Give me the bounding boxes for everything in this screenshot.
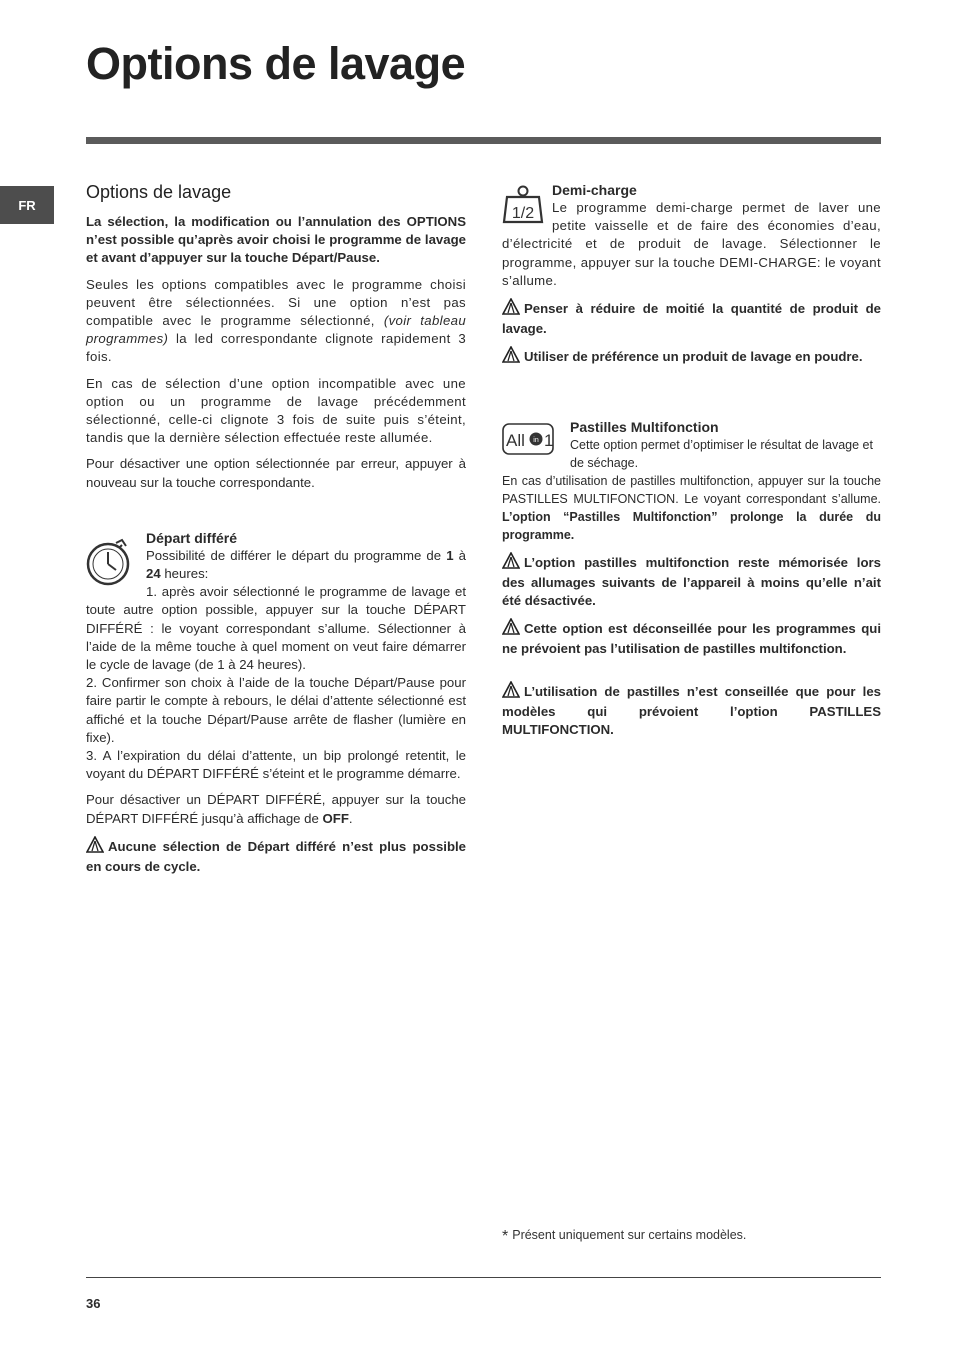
multi-tabs-title: Pastilles Multifonction bbox=[570, 418, 719, 435]
footnote-star: * bbox=[502, 1228, 509, 1245]
delay-max-hours: 24 bbox=[146, 566, 161, 582]
paragraph-deactivate: Pour désactiver une option sélectionnée par erreur, appuyer à nouveau sur la touche correspondante. bbox=[86, 456, 466, 490]
multi-tabs-warning-2 bbox=[502, 618, 881, 658]
delay-deactivate-end: . bbox=[348, 810, 353, 826]
section-heading: Options de lavage bbox=[86, 182, 232, 202]
all-in-one-icon bbox=[502, 423, 554, 460]
delay-warning bbox=[86, 836, 466, 876]
left-column bbox=[86, 182, 466, 884]
half-load-title: Demi-charge bbox=[552, 182, 637, 198]
delay-step-2: 2. Confirmer son choix à l’aide de la touche Départ/Pause pour faire partir le compte à rebours, le délai d’attente sélectionné est affiché et la touche Départ/Pause arrête de flasher (lumière en fixe). bbox=[86, 675, 466, 745]
multi-tabs-section bbox=[502, 419, 881, 740]
intro-bold: La sélection, la modification ou l’annulation des OPTIONS n’est possible qu’après avoir choisi le programme de lavage et avant d’appuyer sur la touche Départ/Pause. bbox=[86, 214, 466, 266]
delay-step-3: 3. A l’expiration du délai d’attente, un bip prolongé retentit, le voyant du DÉPART DIFFÉRÉ s’éteint et le programme démarre. bbox=[86, 748, 466, 782]
page-number: 36 bbox=[86, 1296, 101, 1311]
delay-off: OFF bbox=[322, 810, 349, 826]
warning-icon bbox=[502, 298, 520, 320]
delay-hours-start: Possibilité de différer le départ du programme de bbox=[146, 547, 447, 563]
delay-deactivate-start: Pour désactiver un DÉPART DIFFÉRÉ, appuyer sur la touche DÉPART DIFFÉRÉ jusqu’à affichage de bbox=[86, 792, 466, 826]
delay-section bbox=[86, 530, 466, 876]
p1-start: Seules les options compatibles avec le programme choisi peuvent être sélectionnées. Si une option n’est pas compatible avec le programme sélectionné, bbox=[86, 276, 466, 329]
delay-step-1: 1. après avoir sélectionné le programme de lavage et toute autre option possible, appuyer sur la touche DÉPART DIFFÉRÉ : le voyant correspondant s’allume. Sélectionner à l’aide de la même touche à quel moment on veut faire démarrer le cycle de lavage (de 1 à 24 heures). bbox=[86, 584, 466, 673]
multi-tabs-text-2-start: En cas d’utilisation de pastilles multifonction, appuyer sur la touche PASTILLES MULTIFONCTION. Le voyant correspondant s’allume. bbox=[502, 473, 881, 506]
warning-icon bbox=[502, 681, 520, 703]
paragraph-incompatible: En cas de sélection d’une option incompatible avec une option ou un programme de lavage précédemment sélectionné, celle-ci clignote 3 fois de suite puis s’éteint, tandis que la dernière sélection effectuée reste allumée. bbox=[86, 375, 466, 446]
half-load-text: Le programme demi-charge permet de laver une petite vaisselle et de faire des économies d’eau, d’électricité et de produit de lavage. Sélectionner le programme, appuyer sur la touche DEMI-CHARGE: le voyant s’allume. bbox=[502, 200, 881, 288]
footer-rule bbox=[86, 1277, 881, 1278]
svg-text:All: All bbox=[506, 430, 525, 450]
delay-title: Départ différé bbox=[146, 529, 238, 546]
svg-text:1: 1 bbox=[544, 430, 554, 450]
half-load-warning-1-text: Penser à réduire de moitié la quantité de produit de lavage. bbox=[502, 301, 881, 337]
half-load-warning-2-text: Utiliser de préférence un produit de lavage en poudre. bbox=[524, 349, 863, 365]
half-load-warning-1 bbox=[502, 298, 881, 338]
p1-end: la led correspondante clignote rapidement 3 fois. bbox=[86, 331, 466, 365]
warning-icon bbox=[502, 346, 520, 368]
right-column bbox=[502, 182, 881, 747]
delay-hours bbox=[86, 547, 466, 583]
multi-tabs-text-1: Cette option permet d’optimiser le résultat de lavage et de séchage. bbox=[570, 437, 873, 470]
delay-hours-to: à bbox=[453, 547, 466, 563]
delay-deactivate bbox=[86, 791, 466, 827]
paragraph-compatible bbox=[86, 276, 466, 367]
title-rule bbox=[86, 137, 881, 144]
language-tab: FR bbox=[0, 186, 54, 224]
p1-italic: (voir tableau programmes) bbox=[86, 313, 467, 347]
warning-icon bbox=[502, 552, 520, 574]
delay-min-hours: 1 bbox=[446, 547, 454, 563]
delay-warning-text: Aucune sélection de Départ différé n’est plus possible en cours de cycle. bbox=[86, 838, 466, 875]
half-load-section bbox=[502, 182, 881, 369]
svg-text:in: in bbox=[533, 436, 539, 444]
multi-tabs-text-2 bbox=[502, 472, 881, 544]
half-load-icon bbox=[502, 182, 544, 229]
footnote-text: Présent uniquement sur certains modèles. bbox=[512, 1228, 747, 1242]
half-load-warning-2 bbox=[502, 346, 881, 368]
multi-tabs-warning-3-text: L’utilisation de pastilles n’est conseillée que pour les modèles qui prévoient l’option PASTILLES MULTIFONCTION. bbox=[502, 683, 881, 738]
page-title: Options de lavage bbox=[86, 38, 466, 89]
all-in-one-icon-text: All in 1 bbox=[528, 452, 532, 454]
clock-icon bbox=[86, 536, 136, 593]
warning-icon bbox=[502, 618, 520, 640]
multi-tabs-duration-note: L’option “Pastilles Multifonction” prolonge la durée du programme. bbox=[502, 509, 881, 542]
delay-hours-end: heures: bbox=[160, 566, 209, 582]
half-load-icon-text: 1/2 bbox=[511, 205, 535, 222]
footnote bbox=[502, 1228, 746, 1246]
multi-tabs-warning-1 bbox=[502, 552, 881, 611]
warning-icon bbox=[86, 836, 104, 858]
multi-tabs-warning-3 bbox=[502, 681, 881, 740]
multi-tabs-warning-2-text: Cette option est déconseillée pour les programmes qui ne prévoient pas l’utilisation de pastilles multifonction. bbox=[502, 621, 881, 657]
multi-tabs-warning-1-text: L’option pastilles multifonction reste mémorisée lors des allumages suivants de l’appareil à moins qu’elle n’ait été désactivée. bbox=[502, 554, 881, 609]
